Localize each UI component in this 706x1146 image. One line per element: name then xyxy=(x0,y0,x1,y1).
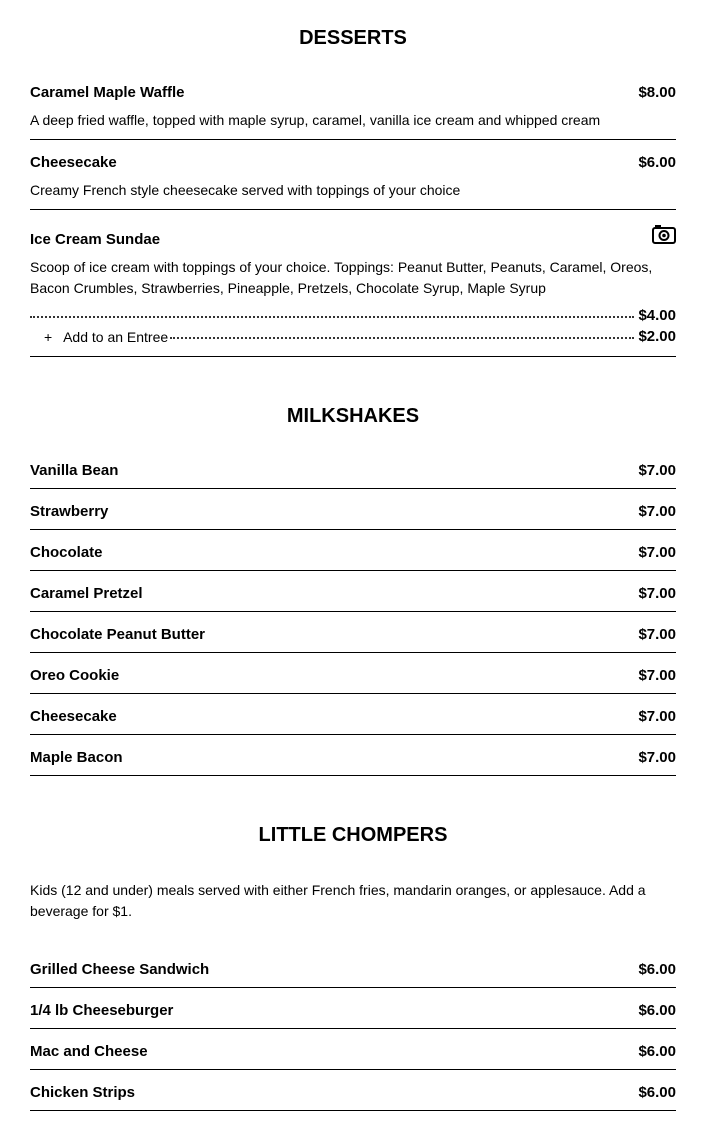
item-description: A deep fried waffle, topped with maple syrup, caramel, vanilla ice cream and whipped cream xyxy=(30,112,601,128)
item-name: Cheesecake xyxy=(30,708,117,725)
section-title-desserts: DESSERTS xyxy=(299,27,407,49)
item-name: Grilled Cheese Sandwich xyxy=(30,961,210,978)
menu-item xyxy=(30,84,676,140)
item-name: Maple Bacon xyxy=(30,749,123,766)
item-price: $7.00 xyxy=(638,503,676,520)
menu-item xyxy=(30,544,676,571)
item-price: $6.00 xyxy=(638,1043,676,1060)
item-description: Scoop of ice cream with toppings of your choice. Toppings: Peanut Butter, Peanuts, Caramel, Oreos, Bacon Crumbles, Strawberries, Pineapple, Pretzels, Chocolate Syrup, Maple Syrup xyxy=(30,259,653,296)
section-title-little-chompers: LITTLE CHOMPERS xyxy=(258,824,448,846)
item-name: Oreo Cookie xyxy=(30,667,120,684)
item-price: $6.00 xyxy=(638,961,676,978)
item-price: $7.00 xyxy=(638,544,676,561)
item-price: $6.00 xyxy=(638,1084,676,1101)
addon-price: $2.00 xyxy=(638,328,676,345)
item-price: $7.00 xyxy=(638,585,676,602)
item-name: Ice Cream Sundae xyxy=(30,231,161,248)
dot-leader xyxy=(30,316,634,318)
item-name: Chocolate Peanut Butter xyxy=(30,626,206,643)
section-title-milkshakes: MILKSHAKES xyxy=(286,405,420,427)
plus-icon: + xyxy=(44,329,53,345)
addon-label xyxy=(44,328,170,346)
item-price: $6.00 xyxy=(638,1002,676,1019)
item-price: $4.00 xyxy=(638,307,676,324)
item-price: $6.00 xyxy=(638,154,676,171)
item-name: Caramel Pretzel xyxy=(30,585,143,602)
item-name: 1/4 lb Cheeseburger xyxy=(30,1002,174,1019)
menu-item xyxy=(30,626,676,653)
menu-item xyxy=(30,462,676,489)
item-name: Cheesecake xyxy=(30,154,117,171)
menu-item xyxy=(30,749,676,776)
camera-icon[interactable] xyxy=(652,225,676,244)
dot-leader xyxy=(170,337,634,339)
price-row xyxy=(30,307,676,328)
menu-item xyxy=(30,961,676,988)
menu-item xyxy=(30,1043,676,1070)
item-name: Chocolate xyxy=(30,544,103,561)
item-description: Creamy French style cheesecake served with toppings of your choice xyxy=(30,182,461,198)
item-price: $7.00 xyxy=(638,462,676,479)
addon-text: Add to an Entree xyxy=(63,329,169,345)
item-price: $7.00 xyxy=(638,708,676,725)
menu-item xyxy=(30,231,676,357)
item-name: Caramel Maple Waffle xyxy=(30,84,185,101)
section-note: Kids (12 and under) meals served with either French fries, mandarin oranges, or applesauce. Add a beverage for $1. xyxy=(30,882,646,919)
item-name: Chicken Strips xyxy=(30,1084,136,1101)
menu-item xyxy=(30,503,676,530)
item-price: $7.00 xyxy=(638,667,676,684)
menu-item xyxy=(30,585,676,612)
addon-row[interactable] xyxy=(30,328,676,349)
item-name: Mac and Cheese xyxy=(30,1043,148,1060)
item-price: $8.00 xyxy=(638,84,676,101)
menu-item xyxy=(30,1084,676,1111)
menu-item xyxy=(30,667,676,694)
item-name: Vanilla Bean xyxy=(30,462,119,479)
menu-item xyxy=(30,708,676,735)
item-price: $7.00 xyxy=(638,626,676,643)
menu-item xyxy=(30,154,676,210)
item-price: $7.00 xyxy=(638,749,676,766)
item-name: Strawberry xyxy=(30,503,109,520)
menu-item xyxy=(30,1002,676,1029)
